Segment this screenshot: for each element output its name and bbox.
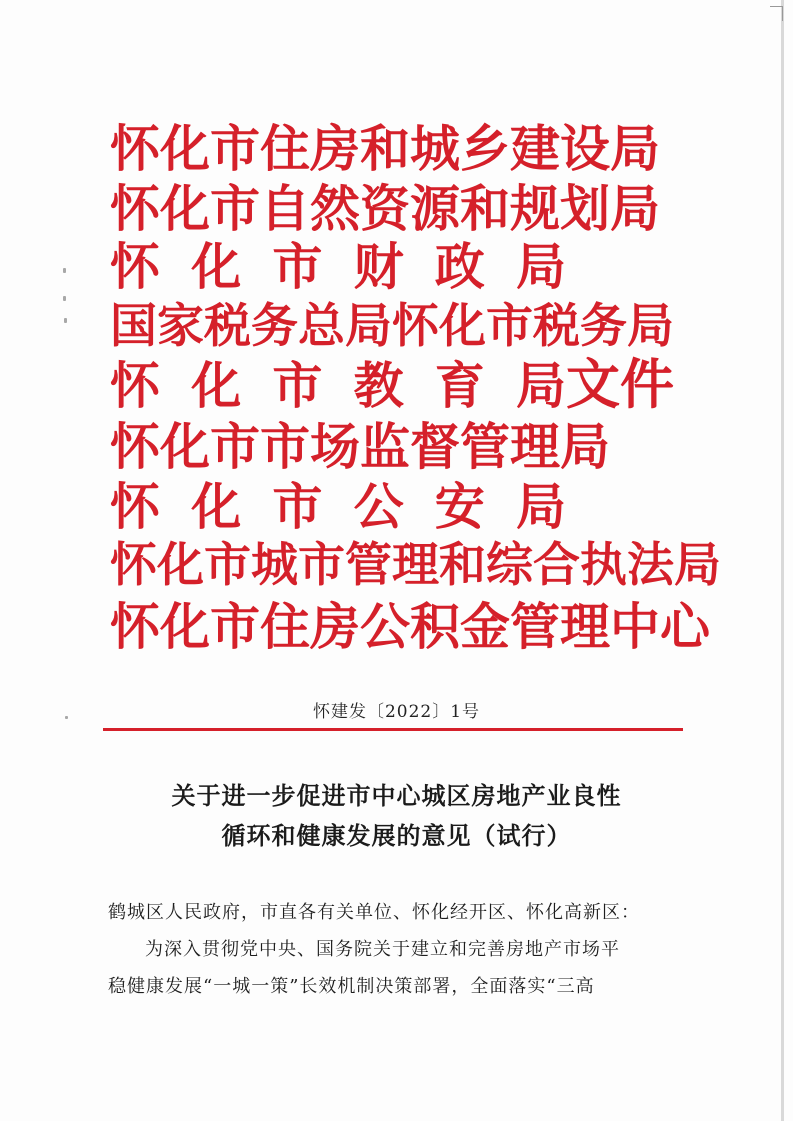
org-character: 化 bbox=[191, 237, 242, 296]
scan-edge bbox=[781, 0, 784, 1121]
org-character: 怀 bbox=[110, 477, 160, 536]
org-line-9: 怀化市住房公积金管理中心 bbox=[110, 597, 710, 656]
org-character: 局 bbox=[515, 356, 566, 415]
org-character: 局 bbox=[515, 477, 566, 536]
org-character: 市 bbox=[272, 356, 323, 415]
paragraph-line: 为深入贯彻党中央、国务院关于建立和完善房地产市场平 bbox=[145, 939, 620, 960]
org-character: 教 bbox=[353, 356, 404, 415]
scan-corner-mark bbox=[770, 6, 783, 21]
document-title-line-1: 关于进一步促进市中心城区房地产业良性 bbox=[171, 781, 622, 810]
org-line-2: 怀化市自然资源和规划局 bbox=[110, 179, 660, 238]
org-character: 市 bbox=[272, 477, 323, 536]
document-suffix: 文件 bbox=[566, 352, 674, 416]
org-character: 化 bbox=[191, 356, 242, 415]
org-line-7 bbox=[110, 478, 566, 536]
org-character: 财 bbox=[353, 237, 404, 296]
org-line-5 bbox=[110, 357, 566, 415]
org-character: 化 bbox=[191, 477, 242, 536]
document-title-line-2: 循环和健康发展的意见（试行） bbox=[221, 821, 572, 850]
addressee: 鹤城区人民政府，市直各有关单位、怀化经开区、怀化高新区： bbox=[108, 902, 640, 923]
org-character: 公 bbox=[353, 477, 404, 536]
org-character: 怀 bbox=[110, 356, 160, 415]
org-line-8: 怀化市城市管理和综合执法局 bbox=[110, 538, 721, 593]
red-separator-line bbox=[103, 728, 683, 731]
org-line-4: 国家税务总局怀化市税务局 bbox=[110, 299, 674, 354]
org-character: 育 bbox=[434, 356, 485, 415]
org-line-1: 怀化市住房和城乡建设局 bbox=[110, 119, 660, 178]
document-number: 怀建发〔2022〕1号 bbox=[312, 702, 481, 722]
org-character: 政 bbox=[434, 237, 485, 296]
scan-speck bbox=[63, 268, 66, 273]
scan-speck bbox=[63, 296, 66, 301]
org-line-3 bbox=[110, 238, 566, 296]
org-character: 市 bbox=[272, 237, 323, 296]
org-character: 局 bbox=[515, 237, 566, 296]
org-character: 安 bbox=[434, 477, 485, 536]
org-character: 怀 bbox=[110, 237, 160, 296]
paragraph-line: 稳健康发展“一城一策”长效机制决策部署，全面落实“三高 bbox=[108, 976, 595, 997]
scan-speck bbox=[64, 318, 67, 323]
org-line-6: 怀化市市场监督管理局 bbox=[110, 417, 610, 476]
